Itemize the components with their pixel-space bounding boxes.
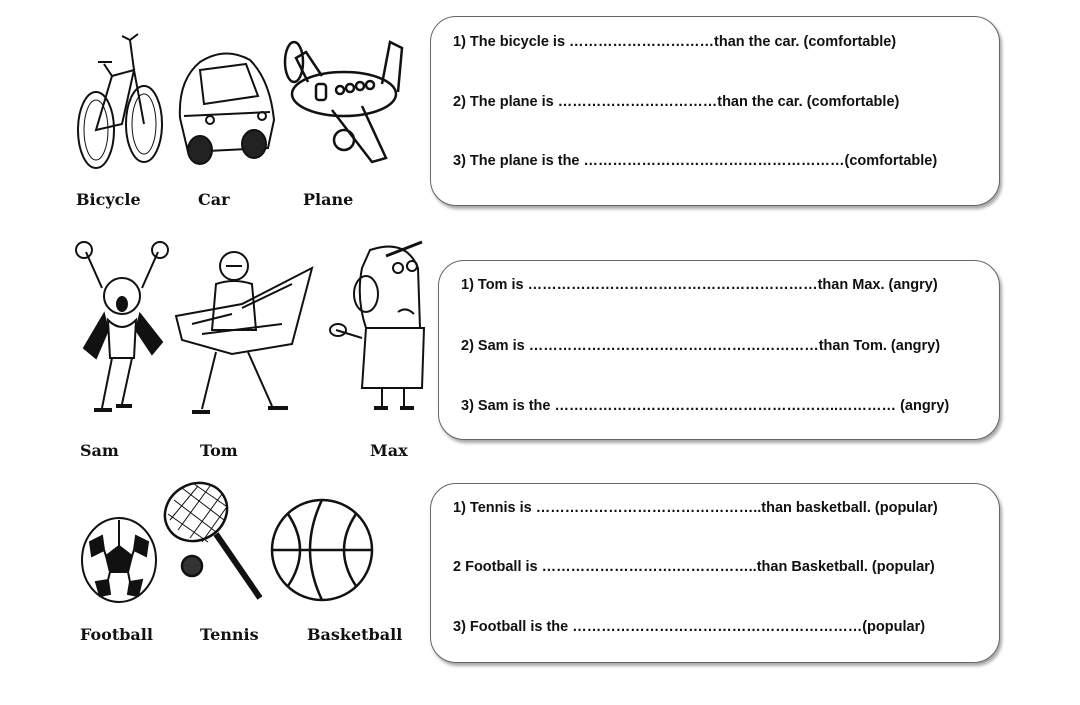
caption-tom: Tom xyxy=(200,441,238,460)
sentence-1: 1) Tom is ……………………………………………………than Max. (angry) xyxy=(461,277,938,293)
car-picture xyxy=(170,40,280,170)
basketball-picture xyxy=(268,496,376,604)
caption-car: Car xyxy=(198,190,230,209)
football-picture xyxy=(80,516,158,604)
caption-football: Football xyxy=(80,625,153,644)
sentence-2: 2) Sam is ……………………………………………………than Tom. (angry) xyxy=(461,338,941,354)
tom-picture xyxy=(172,244,322,419)
exercise-box-angry xyxy=(438,260,1000,440)
plane-picture xyxy=(282,32,412,172)
exercise-box-comfortable xyxy=(430,16,1000,206)
sam-picture xyxy=(72,238,172,418)
bicycle-picture xyxy=(74,12,166,172)
sentence-2: 2) The plane is ……………………………than the car. (comfortable) xyxy=(453,94,900,110)
sentence-2: 2 Football is ……………………….……………..than Basketball. (popular) xyxy=(453,559,935,575)
exercise-box-popular xyxy=(430,483,1000,663)
max-picture xyxy=(326,238,430,414)
sentence-1: 1) Tennis is ………………………………………..than basketball. (popular) xyxy=(453,500,938,516)
caption-max: Max xyxy=(370,441,408,460)
caption-plane: Plane xyxy=(303,190,354,209)
sentence-1: 1) The bicycle is …………………………than the car. (comfortable) xyxy=(453,34,897,50)
caption-sam: Sam xyxy=(80,441,119,460)
tennis-picture xyxy=(160,480,268,604)
caption-bicycle: Bicycle xyxy=(76,190,141,209)
sentence-3: 3) Sam is the …………………………………………………..………… (angry) xyxy=(461,398,950,414)
caption-basketball: Basketball xyxy=(307,625,403,644)
caption-tennis: Tennis xyxy=(200,625,259,644)
sentence-3: 3) The plane is the ………………………………………………(comfortable) xyxy=(453,153,938,169)
sentence-3: 3) Football is the ……………………………………………………(popular) xyxy=(453,619,926,635)
